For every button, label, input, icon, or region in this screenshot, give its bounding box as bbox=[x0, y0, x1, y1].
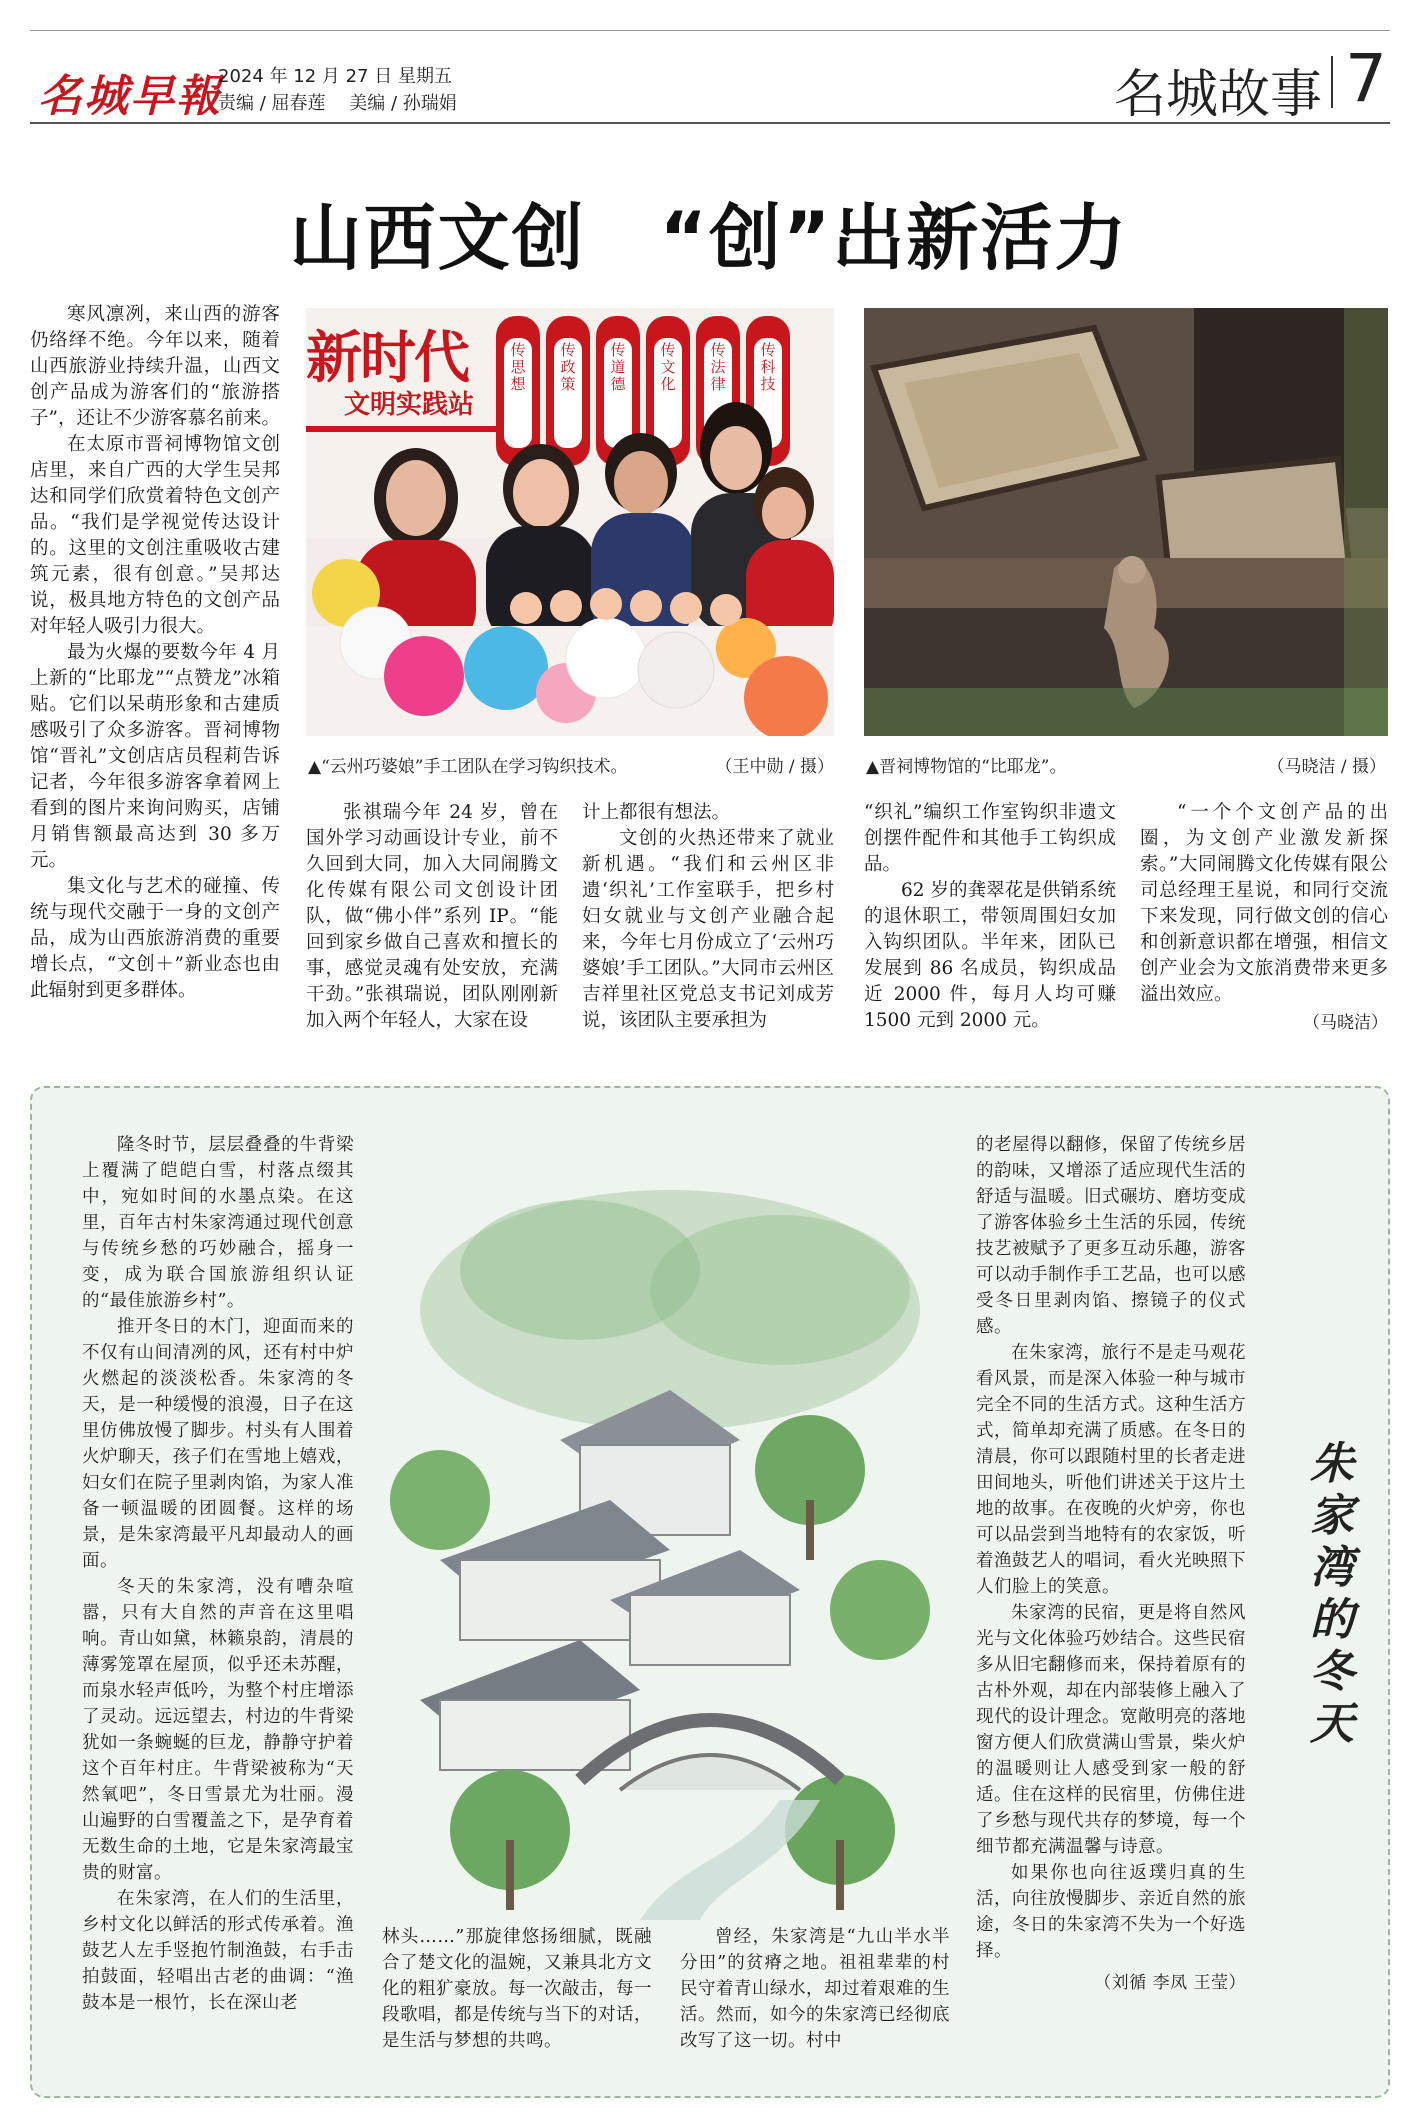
paragraph: 朱家湾的民宿，更是将自然风光与文化体验巧妙结合。这些民宿多从旧宅翻修而来，保持着原有的古朴外观，却在内部装修上融入了现代的设计理念。宽敞明亮的落地窗方便人们欣赏满山雪景，柴火炉的温暖则让人感受到家一般的舒适。住在这样的民宿里，仿佛住进了乡愁与现代共存的梦境，每一个细节都充满温馨与诗意。 bbox=[976, 1603, 1246, 1857]
photo1-credit: （王中勋 / 摄） bbox=[715, 757, 834, 777]
paragraph: 的老屋得以翻修，保留了传统乡居的韵味，又增添了适应现代生活的舒适与温暖。旧式碾坊、磨坊变成了游客体验乡土生活的乐园，传统技艺被赋予了更多互动乐趣，游客可以动手制作手工艺品，也可以感受冬日里剥肉馅、擦镜子的仪式感。 bbox=[976, 1135, 1246, 1337]
banner-4: 传文化 bbox=[660, 341, 676, 393]
banner-2: 传政策 bbox=[560, 341, 576, 393]
dragon-bracket-photo bbox=[864, 308, 1388, 736]
banner-3: 传道德 bbox=[610, 341, 626, 393]
paragraph: 曾经，朱家湾是“九山半水半分田”的贫瘠之地。祖祖辈辈的村民守着青山绿水，却过着艰难的生活。然而，如今的朱家湾已经彻底改写了这一切。村中 bbox=[680, 1927, 950, 2051]
paragraph: 集文化与艺术的碰撞、传统与现代交融于一身的文创产品，成为山西旅游消费的重要增长点，“文创＋”新业态也由此辐射到更多群体。 bbox=[30, 876, 280, 1001]
masthead-rule bbox=[30, 122, 1390, 124]
issue-date: 2024 年 12 月 27 日 星期五 bbox=[218, 66, 452, 87]
article-headline: 山西文创 “创”出新活力 bbox=[289, 196, 1129, 280]
paragraph: 计上都很有想法。 bbox=[582, 802, 731, 823]
feature-byline: （刘循 李凤 王莹） bbox=[1094, 1973, 1246, 1993]
dragon-bracket-illustration bbox=[864, 308, 1388, 736]
photo2-caption: ▲晋祠博物馆的“比耶龙”。 bbox=[866, 757, 1067, 777]
paragraph: 如果你也向往返璞归真的生活，向往放慢脚步、亲近自然的旅途，冬日的朱家湾不失为一个好选择。 bbox=[976, 1863, 1246, 1961]
article1-byline: （马晓洁） bbox=[1303, 1013, 1388, 1033]
photo2-credit: （马晓洁 / 摄） bbox=[1267, 757, 1386, 777]
crochet-team-photo bbox=[306, 308, 834, 736]
section-divider bbox=[1331, 56, 1333, 108]
paragraph: 推开冬日的木门，迎面而来的不仅有山间清冽的风，还有村中炉火燃起的淡淡松香。朱家湾的冬天，是一种缓慢的浪漫，日子在这里仿佛放慢了脚步。村头有人围着火炉聊天，孩子们在雪地上嬉戏，妇女们在院子里剥肉馅，为家人准备一顿温暖的团圆餐。这样的场景，是朱家湾最平凡却最动人的画面。 bbox=[82, 1317, 354, 1571]
paragraph: 寒风凛冽，来山西的游客仍络绎不绝。今年以来，随着山西旅游业持续升温，山西文创产品成为游客们的“旅游搭子”，还让不少游客慕名前来。 bbox=[30, 304, 280, 429]
article1-column-3 bbox=[582, 800, 834, 1034]
feature-column-3 bbox=[680, 1924, 950, 2054]
paragraph: “一个个文创产品的出圈，为文创产业激发新探索。”大同闹腾文化传媒有限公司总经理王星说，和同行交流下来发现，同行做文创的信心和创新意识都在增强，相信文创产业会为文旅消费带来更多溢出效应。 bbox=[1140, 802, 1388, 1005]
sign-sub-text: 文明实践站 bbox=[344, 390, 475, 420]
paragraph: 在朱家湾，在人们的生活里，乡村文化以鲜活的形式传承着。渔鼓艺人左手竖抱竹制渔鼓，右手击拍鼓面，轻唱出古老的曲调：“渔鼓本是一根竹，长在深山老 bbox=[82, 1889, 354, 2013]
top-rule bbox=[30, 30, 1390, 31]
staff-credits bbox=[218, 89, 475, 115]
newspaper-logo: 名城早報 bbox=[38, 71, 222, 122]
photo1-caption: ▲“云州巧婆娘”手工团队在学习钩织技术。 bbox=[308, 757, 628, 777]
paragraph: 林头……”那旋律悠扬细腻，既融合了楚文化的温婉，又兼具北方文化的粗犷豪放。每一次敲击，每一段歌唱，都是传统与当下的对话，是生活与梦想的共鸣。 bbox=[382, 1927, 652, 2051]
banner-1: 传思想 bbox=[510, 341, 526, 393]
paragraph: 最为火爆的要数今年 4 月上新的“比耶龙”“点赞龙”冰箱贴。它们以呆萌形象和古建质感吸引了众多游客。晋祠博物馆“晋礼”文创店店员程莉告诉记者，今年很多游客拿着网上看到的图片来询问购买，店铺月销售额最高达到 30 多万元。 bbox=[30, 642, 280, 871]
banner-5: 传法律 bbox=[710, 341, 726, 393]
feature-column-1 bbox=[82, 1132, 354, 2016]
paragraph: 在太原市晋祠博物馆文创店里，来自广西的大学生吴邦达和同学们欣赏着特色文创产品。“我们是学视觉传达设计的。这里的文创注重吸收古建筑元素，很有创意。”吴邦达说，极具地方特色的文创产品对年轻人吸引力很大。 bbox=[30, 434, 280, 637]
paragraph: 在朱家湾，旅行不是走马观花看风景，而是深入体验一种与城市完全不同的生活方式。这种生活方式，简单却充满了质感。在冬日的清晨，你可以跟随村里的长者走进田间地头，听他们讲述关于这片土地的故事。在夜晚的火炉旁，你也可以品尝到当地特有的农家饭，听着渔鼓艺人的唱词，看火光映照下人们脸上的笑意。 bbox=[976, 1343, 1246, 1597]
paragraph: 62 岁的龚翠花是供销系统的退休职工，带领周围妇女加入钩织团队。半年来，团队已发展到 86 名成员，钩织成品近 2000 件，每月人均可赚 1500 元到 2000 元。 bbox=[864, 880, 1116, 1031]
article1-column-1 bbox=[30, 302, 280, 1004]
article1-column-5 bbox=[1140, 800, 1388, 1036]
article1-column-4 bbox=[864, 800, 1116, 1034]
page-number: 7 bbox=[1345, 40, 1387, 117]
editor-credit: 责编 / 屈春莲 bbox=[218, 93, 326, 114]
paragraph: 文创的火热还带来了就业新机遇。“我们和云州区非遗‘织礼’工作室联手，把乡村妇女就业与文创产业融合起来，今年七月份成立了‘云州巧婆娘’手工团队。”大同市云州区吉祥里社区党总支书记刘成芳说，该团队主要承担为 bbox=[582, 828, 834, 1031]
village-ink-painting bbox=[380, 1140, 940, 1920]
feature-column-4 bbox=[976, 1132, 1246, 1996]
paragraph: “织礼”编织工作室钩织非遗文创摆件配件和其他手工钩织成品。 bbox=[864, 802, 1116, 875]
section-name: 名城故事 bbox=[1113, 65, 1322, 125]
banner-6: 传科技 bbox=[760, 341, 776, 393]
article1-column-2 bbox=[306, 800, 558, 1034]
paragraph: 张祺瑞今年 24 岁，曾在国外学习动画设计专业，前不久回到大同，加入大同闹腾文化传媒有限公司文创设计团队，做“佛小伴”系列 IP。“能回到家乡做自己喜欢和擅长的事，感觉灵魂有处安放，充满干劲。”张祺瑞说，团队刚刚新加入两个年轻人，大家在设 bbox=[306, 802, 558, 1031]
feature-column-2 bbox=[382, 1924, 652, 2054]
feature-vertical-title: 朱家湾的冬天 bbox=[1302, 1440, 1353, 1752]
paragraph: 冬天的朱家湾，没有嘈杂喧嚣，只有大自然的声音在这里唱响。青山如黛，林籁泉韵，清晨的薄雾笼罩在屋顶，似乎还未苏醒，而泉水轻声低吟，为整个村庄增添了灵动。远远望去，村边的牛背梁犹如一条蜿蜒的巨龙，静静守护着这个百年村庄。牛背梁被称为“天然氧吧”，冬日雪景尤为壮丽。漫山遍野的白雪覆盖之下，是孕育着无数生命的土地，它是朱家湾最宝贵的财富。 bbox=[82, 1577, 354, 1883]
paragraph: 隆冬时节，层层叠叠的牛背梁上覆满了皑皑白雪，村落点缀其中，宛如时间的水墨点染。在这里，百年古村朱家湾通过现代创意与传统乡愁的巧妙融合，摇身一变，成为联合国旅游组织认证的“最佳旅游乡村”。 bbox=[82, 1135, 354, 1311]
village-illustration bbox=[380, 1140, 940, 1920]
sign-main-text: 新时代 bbox=[306, 326, 468, 391]
designer-credit: 美编 / 孙瑞娟 bbox=[349, 93, 457, 114]
